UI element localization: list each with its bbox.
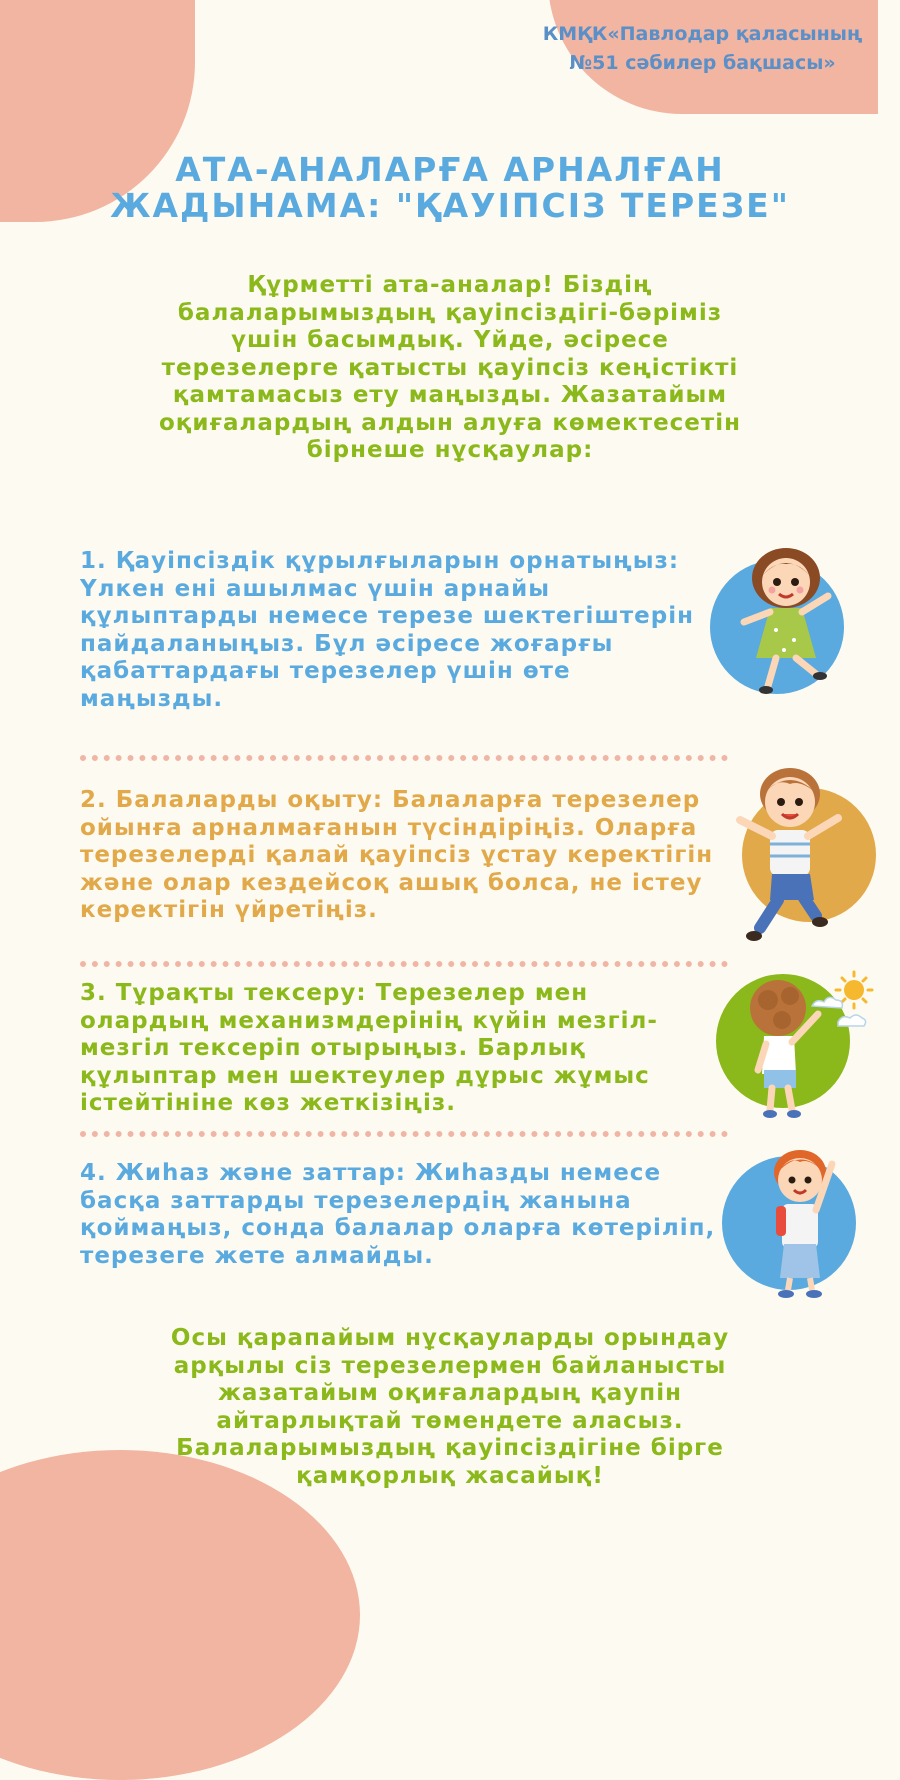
dotted-divider (80, 961, 728, 967)
closing-paragraph: Осы қарапайым нұсқауларды орындау арқылы сіз терезелермен байланысты жазатайым оқиғалардың қаупін айтарлықтай төмендете аласыз. Балаларымыздың қауіпсіздігіне бірге қамқорлық жасайық! (170, 1325, 730, 1489)
tip-3-text: 3. Тұрақты тексеру: Терезелер мен олардың механизмдерінің күйін мезгіл-мезгіл тексеріп отырыңыз. Барлық құлыптар мен шектеулер дұрыс жұмыс істейтініне көз жеткізіңіз. (80, 980, 658, 1116)
title-line-1: АТА-АНАЛАРҒА АРНАЛҒАН (175, 150, 725, 189)
tip-4-text: 4. Жиһаз және заттар: Жиһазды немесе басқа заттарды терезелердің жанына қоймаңыз, сонда балалар оларға көтеріліп, терезеге жете алмайды. (80, 1160, 716, 1269)
tip-2-text: 2. Балаларды оқыту: Балаларға терезелер ойынға арналмағанын түсіндіріңіз. Оларға терезелерді қалай қауіпсіз ұстау керектігін және олар кездейсоқ ашық болса, не істеу керектігін үйретіңіз. (80, 787, 714, 923)
boy-jumping-illustration-icon (730, 760, 850, 950)
dotted-divider (80, 755, 728, 761)
organization-name (540, 20, 865, 78)
decor-blob-bottom-left (0, 1450, 360, 1780)
organization-line-2: №51 сәбилер бақшасы» (569, 52, 836, 74)
title-line-2: ЖАДЫНАМА: "ҚАУІПСІЗ ТЕРЕЗЕ" (110, 186, 790, 225)
intro-paragraph: Құрметті ата-аналар! Біздің балаларымыздың қауіпсіздігі-бәріміз үшін басымдық. Үйде, әсіресе терезелерге қатысты қауіпсіз кеңістікті қамтамасыз ету маңызды. Жазатайым оқиғалардың алдын алуға көмектесетін бірнеше нұсқаулар: (158, 272, 742, 463)
organization-line-1: КМҚК«Павлодар қаласының (542, 23, 863, 45)
boy-waving-illustration-icon (758, 1140, 848, 1300)
page-title (0, 152, 900, 224)
dotted-divider (80, 1131, 728, 1137)
sun-cloud-icon (802, 970, 882, 1040)
tip-1-text: 1. Қауіпсіздік құрылғыларын орнатыңыз: Үлкен ені ашылмас үшін арнайы құлыптарды немесе терезе шектегіштерін пайдаланыңыз. Бұл әсіресе жоғарғы қабаттардағы терезелер үшін өте маңызды. (80, 548, 694, 712)
girl-illustration-icon (736, 540, 836, 700)
